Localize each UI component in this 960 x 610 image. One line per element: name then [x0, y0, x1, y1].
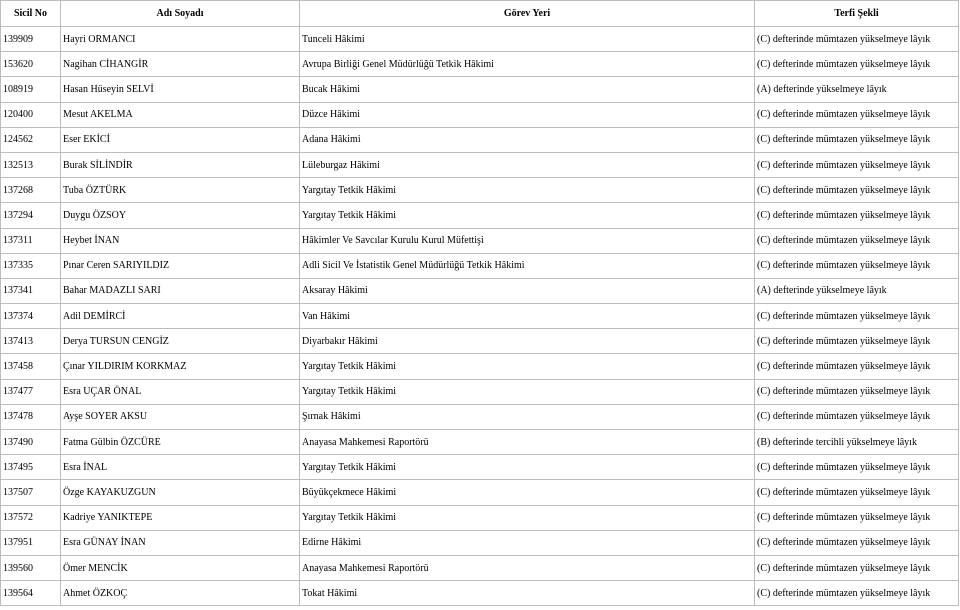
cell-adi-soyadi: Tuba ÖZTÜRK — [61, 178, 300, 203]
cell-terfi-sekli: (C) defterinde mümtazen yükselmeye lâyık — [755, 404, 959, 429]
table-header — [1, 1, 959, 27]
cell-sicil-no: 137572 — [1, 505, 61, 530]
cell-sicil-no: 139564 — [1, 581, 61, 606]
table-row — [1, 555, 959, 580]
table-row — [1, 329, 959, 354]
cell-gorev-yeri: Büyükçekmece Hâkimi — [300, 480, 755, 505]
cell-adi-soyadi: Hasan Hüseyin SELVİ — [61, 77, 300, 102]
cell-sicil-no: 137374 — [1, 304, 61, 329]
table-row — [1, 228, 959, 253]
cell-gorev-yeri: Anayasa Mahkemesi Raportörü — [300, 555, 755, 580]
header-gorev-yeri: Görev Yeri — [300, 1, 755, 27]
cell-gorev-yeri: Yargıtay Tetkik Hâkimi — [300, 379, 755, 404]
table-body — [1, 27, 959, 606]
cell-sicil-no: 137490 — [1, 430, 61, 455]
cell-terfi-sekli: (C) defterinde mümtazen yükselmeye lâyık — [755, 581, 959, 606]
cell-sicil-no: 120400 — [1, 102, 61, 127]
cell-gorev-yeri: Adli Sicil Ve İstatistik Genel Müdürlüğü Tetkik Hâkimi — [300, 253, 755, 278]
cell-terfi-sekli: (C) defterinde mümtazen yükselmeye lâyık — [755, 555, 959, 580]
cell-sicil-no: 137294 — [1, 203, 61, 228]
cell-terfi-sekli: (C) defterinde mümtazen yükselmeye lâyık — [755, 127, 959, 152]
table-row — [1, 102, 959, 127]
cell-terfi-sekli: (C) defterinde mümtazen yükselmeye lâyık — [755, 52, 959, 77]
cell-terfi-sekli: (B) defterinde tercihli yükselmeye lâyık — [755, 430, 959, 455]
cell-sicil-no: 137268 — [1, 178, 61, 203]
cell-terfi-sekli: (C) defterinde mümtazen yükselmeye lâyık — [755, 505, 959, 530]
header-row — [1, 1, 959, 27]
cell-terfi-sekli: (C) defterinde mümtazen yükselmeye lâyık — [755, 228, 959, 253]
cell-terfi-sekli: (A) defterinde yükselmeye lâyık — [755, 77, 959, 102]
cell-adi-soyadi: Ahmet ÖZKOÇ — [61, 581, 300, 606]
cell-terfi-sekli: (A) defterinde yükselmeye lâyık — [755, 278, 959, 303]
cell-terfi-sekli: (C) defterinde mümtazen yükselmeye lâyık — [755, 304, 959, 329]
cell-adi-soyadi: Bahar MADAZLI SARI — [61, 278, 300, 303]
cell-adi-soyadi: Esra GÜNAY İNAN — [61, 530, 300, 555]
table-row — [1, 127, 959, 152]
cell-gorev-yeri: Yargıtay Tetkik Hâkimi — [300, 178, 755, 203]
cell-adi-soyadi: Ömer MENCİK — [61, 555, 300, 580]
table-row — [1, 52, 959, 77]
cell-adi-soyadi: Hayri ORMANCI — [61, 27, 300, 52]
cell-adi-soyadi: Burak SİLİNDİR — [61, 152, 300, 177]
cell-terfi-sekli: (C) defterinde mümtazen yükselmeye lâyık — [755, 102, 959, 127]
cell-gorev-yeri: Tunceli Hâkimi — [300, 27, 755, 52]
cell-terfi-sekli: (C) defterinde mümtazen yükselmeye lâyık — [755, 329, 959, 354]
cell-adi-soyadi: Adil DEMİRCİ — [61, 304, 300, 329]
cell-sicil-no: 137951 — [1, 530, 61, 555]
cell-sicil-no: 153620 — [1, 52, 61, 77]
table-row — [1, 581, 959, 606]
table-row — [1, 77, 959, 102]
cell-sicil-no: 137458 — [1, 354, 61, 379]
cell-terfi-sekli: (C) defterinde mümtazen yükselmeye lâyık — [755, 354, 959, 379]
cell-gorev-yeri: Lüleburgaz Hâkimi — [300, 152, 755, 177]
table-row — [1, 152, 959, 177]
table-row — [1, 278, 959, 303]
cell-sicil-no: 132513 — [1, 152, 61, 177]
cell-sicil-no: 137507 — [1, 480, 61, 505]
table-row — [1, 480, 959, 505]
cell-gorev-yeri: Yargıtay Tetkik Hâkimi — [300, 505, 755, 530]
cell-adi-soyadi: Esra İNAL — [61, 455, 300, 480]
cell-gorev-yeri: Yargıtay Tetkik Hâkimi — [300, 203, 755, 228]
table-row — [1, 530, 959, 555]
cell-terfi-sekli: (C) defterinde mümtazen yükselmeye lâyık — [755, 530, 959, 555]
cell-gorev-yeri: Aksaray Hâkimi — [300, 278, 755, 303]
cell-gorev-yeri: Anayasa Mahkemesi Raportörü — [300, 430, 755, 455]
cell-adi-soyadi: Çınar YILDIRIM KORKMAZ — [61, 354, 300, 379]
cell-terfi-sekli: (C) defterinde mümtazen yükselmeye lâyık — [755, 203, 959, 228]
cell-gorev-yeri: Diyarbakır Hâkimi — [300, 329, 755, 354]
cell-gorev-yeri: Adana Hâkimi — [300, 127, 755, 152]
cell-sicil-no: 137311 — [1, 228, 61, 253]
table-row — [1, 430, 959, 455]
cell-adi-soyadi: Kadriye YANIKTEPE — [61, 505, 300, 530]
cell-gorev-yeri: Tokat Hâkimi — [300, 581, 755, 606]
cell-adi-soyadi: Esra UÇAR ÖNAL — [61, 379, 300, 404]
cell-sicil-no: 124562 — [1, 127, 61, 152]
cell-terfi-sekli: (C) defterinde mümtazen yükselmeye lâyık — [755, 152, 959, 177]
cell-sicil-no: 137477 — [1, 379, 61, 404]
cell-sicil-no: 137341 — [1, 278, 61, 303]
cell-adi-soyadi: Derya TURSUN CENGİZ — [61, 329, 300, 354]
cell-sicil-no: 137335 — [1, 253, 61, 278]
cell-gorev-yeri: Yargıtay Tetkik Hâkimi — [300, 455, 755, 480]
cell-adi-soyadi: Ayşe SOYER AKSU — [61, 404, 300, 429]
cell-adi-soyadi: Duygu ÖZSOY — [61, 203, 300, 228]
cell-terfi-sekli: (C) defterinde mümtazen yükselmeye lâyık — [755, 455, 959, 480]
table-row — [1, 178, 959, 203]
table-row — [1, 203, 959, 228]
table-row — [1, 404, 959, 429]
cell-adi-soyadi: Mesut AKELMA — [61, 102, 300, 127]
cell-gorev-yeri: Edirne Hâkimi — [300, 530, 755, 555]
cell-gorev-yeri: Düzce Hâkimi — [300, 102, 755, 127]
table-row — [1, 455, 959, 480]
cell-terfi-sekli: (C) defterinde mümtazen yükselmeye lâyık — [755, 27, 959, 52]
cell-gorev-yeri: Şırnak Hâkimi — [300, 404, 755, 429]
header-terfi-sekli: Terfi Şekli — [755, 1, 959, 27]
cell-gorev-yeri: Avrupa Birliği Genel Müdürlüğü Tetkik Hâkimi — [300, 52, 755, 77]
cell-sicil-no: 137495 — [1, 455, 61, 480]
cell-gorev-yeri: Van Hâkimi — [300, 304, 755, 329]
table-row — [1, 253, 959, 278]
cell-adi-soyadi: Fatma Gülbin ÖZCÜRE — [61, 430, 300, 455]
cell-adi-soyadi: Eser EKİCİ — [61, 127, 300, 152]
cell-sicil-no: 137478 — [1, 404, 61, 429]
cell-sicil-no: 139560 — [1, 555, 61, 580]
cell-gorev-yeri: Bucak Hâkimi — [300, 77, 755, 102]
cell-terfi-sekli: (C) defterinde mümtazen yükselmeye lâyık — [755, 178, 959, 203]
cell-sicil-no: 139909 — [1, 27, 61, 52]
cell-adi-soyadi: Heybet İNAN — [61, 228, 300, 253]
cell-sicil-no: 108919 — [1, 77, 61, 102]
table-row — [1, 304, 959, 329]
cell-terfi-sekli: (C) defterinde mümtazen yükselmeye lâyık — [755, 379, 959, 404]
header-sicil-no: Sicil No — [1, 1, 61, 27]
cell-adi-soyadi: Özge KAYAKUZGUN — [61, 480, 300, 505]
cell-adi-soyadi: Nagihan CİHANGİR — [61, 52, 300, 77]
header-adi-soyadi: Adı Soyadı — [61, 1, 300, 27]
table-row — [1, 27, 959, 52]
table-row — [1, 379, 959, 404]
cell-sicil-no: 137413 — [1, 329, 61, 354]
cell-terfi-sekli: (C) defterinde mümtazen yükselmeye lâyık — [755, 480, 959, 505]
cell-adi-soyadi: Pınar Ceren SARIYILDIZ — [61, 253, 300, 278]
table-row — [1, 505, 959, 530]
cell-terfi-sekli: (C) defterinde mümtazen yükselmeye lâyık — [755, 253, 959, 278]
cell-gorev-yeri: Hâkimler Ve Savcılar Kurulu Kurul Müfettişi — [300, 228, 755, 253]
table-row — [1, 354, 959, 379]
cell-gorev-yeri: Yargıtay Tetkik Hâkimi — [300, 354, 755, 379]
